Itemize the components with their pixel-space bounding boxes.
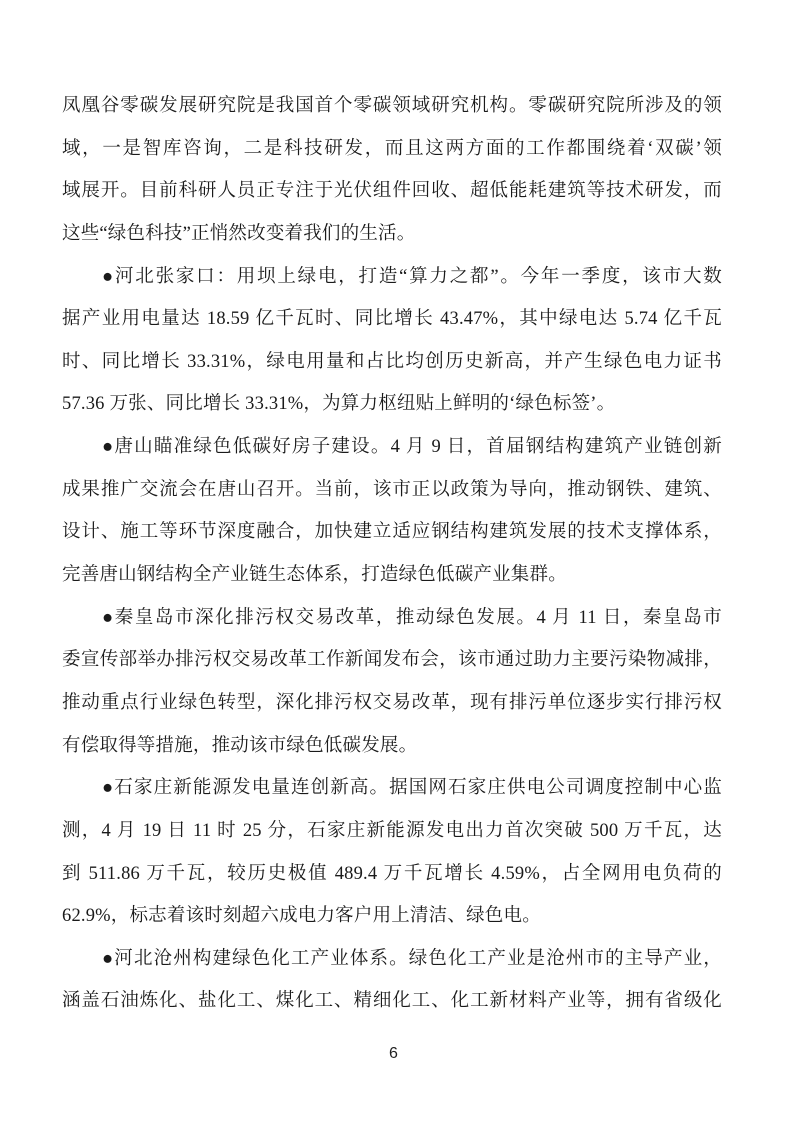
text-line: ●石家庄新能源发电量连创新高。据国网石家庄供电公司调度控制中心监 [102,778,722,799]
text-line: 57.36 万张、同比增长 33.31%，为算力枢纽贴上鲜明的‘绿色标签’。 [62,394,616,415]
paragraph-tangshan [62,426,722,597]
text-line: 到 511.86 万千瓦，较历史极值 489.4 万千瓦增长 4.59%，占全网用电负荷的 [62,863,722,884]
paragraph-zhangjiakou [62,256,722,427]
text-line: 有偿取得等措施，推动该市绿色低碳发展。 [62,735,418,756]
paragraph-cangzhou [62,938,722,1023]
text-line: 设计、施工等环节深度融合，加快建立适应钢结构建筑发展的技术支撑体系， [62,522,722,543]
text-line: 这些“绿色科技”正悄然改变着我们的生活。 [62,223,416,244]
text-line: ●河北张家口：用坝上绿电，打造“算力之都”。今年一季度，该市大数 [102,266,722,287]
text-line: ●秦皇岛市深化排污权交易改革，推动绿色发展。4 月 11 日，秦皇岛市 [102,607,722,628]
page-number: 6 [389,1045,398,1062]
text-line: ●河北沧州构建绿色化工产业体系。绿色化工产业是沧州市的主导产业， [102,948,722,969]
text-line: 时、同比增长 33.31%，绿电用量和占比均创历史新高，并产生绿色电力证书 [62,351,722,372]
text-line: 委宣传部举办排污权交易改革工作新闻发布会，该市通过助力主要污染物减排， [62,650,722,671]
paragraph-intro [62,85,722,256]
document-body [62,85,722,1023]
text-line: 域，一是智库咨询，二是科技研发，而且这两方面的工作都围绕着‘双碳’领 [62,138,722,159]
text-line: 完善唐山钢结构全产业链生态体系，打造绿色低碳产业集群。 [62,565,567,586]
text-line: 62.9%，标志着该时刻超六成电力客户用上清洁、绿色电。 [62,906,541,927]
paragraph-shijiazhuang [62,767,722,938]
text-line: 凤凰谷零碳发展研究院是我国首个零碳领域研究机构。零碳研究院所涉及的领 [62,96,722,116]
paragraph-qinhuangdao [62,597,722,768]
text-line: 涵盖石油炼化、盐化工、煤化工、精细化工、化工新材料产业等，拥有省级化 [62,991,722,1012]
text-line: 推动重点行业绿色转型，深化排污权交易改革，现有排污单位逐步实行排污权 [62,692,722,713]
text-line: 测，4 月 19 日 11 时 25 分，石家庄新能源发电出力首次突破 500 万千瓦，达 [62,820,722,841]
text-line: ●唐山瞄准绿色低碳好房子建设。4 月 9 日，首届钢结构建筑产业链创新 [102,437,722,458]
text-line: 据产业用电量达 18.59 亿千瓦时、同比增长 43.47%，其中绿电达 5.74 亿千瓦 [62,309,722,330]
text-line: 域展开。目前科研人员正专注于光伏组件回收、超低能耗建筑等技术研发，而 [62,181,722,202]
text-line: 成果推广交流会在唐山召开。当前，该市正以政策为导向，推动钢铁、建筑、 [62,479,722,500]
